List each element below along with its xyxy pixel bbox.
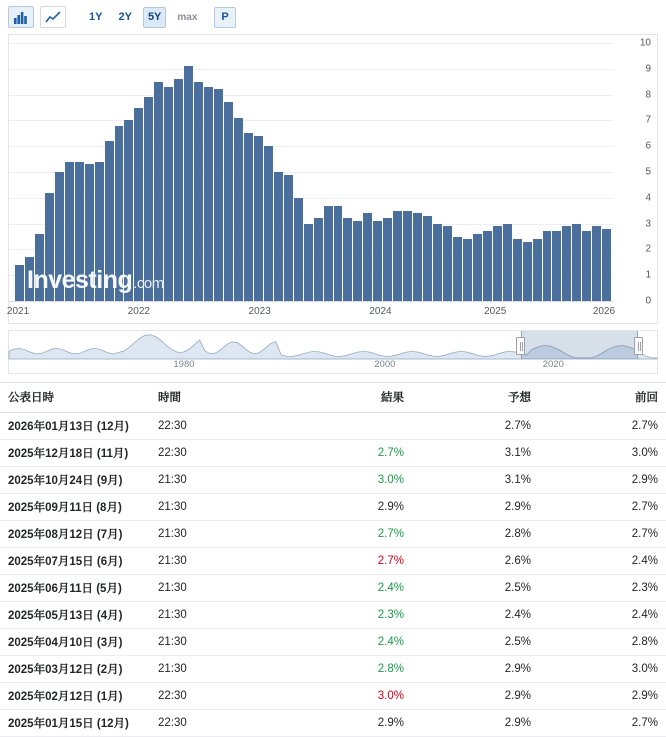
column-header-previous[interactable]: 前回 xyxy=(539,383,666,413)
cell-date: 2025年06月11日 (5月) xyxy=(0,575,150,602)
chart-bar[interactable] xyxy=(25,257,34,301)
range-5y[interactable]: 5Y xyxy=(143,7,166,28)
cell-time: 21:30 xyxy=(150,602,280,629)
cell-date: 2025年07月15日 (6月) xyxy=(0,548,150,575)
cell-actual xyxy=(280,413,412,440)
cell-forecast: 2.9% xyxy=(412,683,539,710)
chart-bar[interactable] xyxy=(543,231,552,301)
cell-previous: 2.4% xyxy=(539,548,666,575)
chart-bar[interactable] xyxy=(65,162,74,301)
cell-previous: 3.0% xyxy=(539,656,666,683)
table-row[interactable] xyxy=(0,629,666,656)
chart-bar[interactable] xyxy=(353,221,362,301)
chart-bar[interactable] xyxy=(154,82,163,301)
chart-bar[interactable] xyxy=(134,108,143,302)
cell-previous: 3.0% xyxy=(539,440,666,467)
cell-time: 21:30 xyxy=(150,548,280,575)
navigator-handle-right[interactable] xyxy=(634,337,643,355)
chart-bar[interactable] xyxy=(334,206,343,301)
chart-bar[interactable] xyxy=(244,133,253,301)
cell-previous: 2.8% xyxy=(539,629,666,656)
chart-bar[interactable] xyxy=(463,239,472,301)
cell-time: 21:30 xyxy=(150,494,280,521)
chart-bar[interactable] xyxy=(403,211,412,301)
main-chart xyxy=(8,34,658,324)
table-row[interactable] xyxy=(0,494,666,521)
percent-toggle-button[interactable]: P xyxy=(214,7,235,28)
chart-bar-series[interactable] xyxy=(15,43,611,301)
navigator-tick-label: 2020 xyxy=(542,359,564,370)
chart-bar[interactable] xyxy=(15,265,24,301)
cell-previous: 2.4% xyxy=(539,602,666,629)
chart-bar[interactable] xyxy=(393,211,402,301)
cell-previous: 2.7% xyxy=(539,521,666,548)
watermark-main-text: Investing xyxy=(27,266,133,294)
x-axis-tick-label: 2024 xyxy=(369,306,392,317)
y-axis-tick-label: 7 xyxy=(645,114,651,126)
chart-bar[interactable] xyxy=(264,146,273,301)
chart-bar[interactable] xyxy=(144,97,153,301)
chart-bar[interactable] xyxy=(304,224,313,301)
cell-time: 21:30 xyxy=(150,656,280,683)
cell-forecast: 2.7% xyxy=(412,413,539,440)
chart-x-axis xyxy=(6,301,616,323)
chart-bar[interactable] xyxy=(75,162,84,301)
cell-time: 21:30 xyxy=(150,629,280,656)
chart-bar[interactable] xyxy=(373,221,382,301)
cell-actual: 2.8% xyxy=(280,656,412,683)
cell-date: 2025年08月12日 (7月) xyxy=(0,521,150,548)
chart-bar[interactable] xyxy=(443,226,452,301)
chart-bar[interactable] xyxy=(473,234,482,301)
chart-bar[interactable] xyxy=(592,226,601,301)
table-row[interactable] xyxy=(0,602,666,629)
chart-bar[interactable] xyxy=(214,89,223,301)
chart-bar[interactable] xyxy=(274,172,283,301)
chart-y-axis xyxy=(613,37,657,307)
cell-forecast: 3.1% xyxy=(412,467,539,494)
table-header-row xyxy=(0,383,666,413)
chart-bar[interactable] xyxy=(254,136,263,301)
chart-bar[interactable] xyxy=(423,216,432,301)
cell-actual: 3.0% xyxy=(280,683,412,710)
cell-forecast: 3.1% xyxy=(412,440,539,467)
chart-bar[interactable] xyxy=(224,102,233,301)
chart-bar[interactable] xyxy=(383,218,392,301)
chart-bar[interactable] xyxy=(433,224,442,301)
x-axis-tick-label: 2026 xyxy=(592,306,616,317)
cell-previous: 2.9% xyxy=(539,467,666,494)
line-chart-icon[interactable] xyxy=(40,6,66,28)
cell-actual: 2.9% xyxy=(280,710,412,737)
chart-bar[interactable] xyxy=(164,87,173,301)
chart-bar[interactable] xyxy=(602,229,611,301)
cell-date: 2025年02月12日 (1月) xyxy=(0,683,150,710)
navigator-tick-label: 1980 xyxy=(173,359,195,370)
cell-previous: 2.3% xyxy=(539,575,666,602)
cell-actual: 2.7% xyxy=(280,548,412,575)
cell-actual: 2.4% xyxy=(280,575,412,602)
cell-time: 21:30 xyxy=(150,575,280,602)
cell-date: 2025年03月12日 (2月) xyxy=(0,656,150,683)
cell-date: 2025年05月13日 (4月) xyxy=(0,602,150,629)
x-axis-tick-label: 2025 xyxy=(484,306,507,317)
cell-date: 2025年12月18日 (11月) xyxy=(0,440,150,467)
column-header-date[interactable]: 公表日時 xyxy=(0,383,150,413)
chart-bar[interactable] xyxy=(582,231,591,301)
cell-date: 2025年01月15日 (12月) xyxy=(0,710,150,737)
range-1y[interactable]: 1Y xyxy=(84,7,107,28)
chart-bar[interactable] xyxy=(562,226,571,301)
cell-forecast: 2.4% xyxy=(412,602,539,629)
cell-time: 22:30 xyxy=(150,683,280,710)
chart-bar[interactable] xyxy=(324,206,333,301)
cell-forecast: 2.8% xyxy=(412,521,539,548)
chart-bar[interactable] xyxy=(503,224,512,301)
watermark-sub-text: .com xyxy=(133,275,164,292)
cell-forecast: 2.9% xyxy=(412,494,539,521)
cell-previous: 2.7% xyxy=(539,494,666,521)
cell-previous: 2.9% xyxy=(539,683,666,710)
cell-previous: 2.7% xyxy=(539,413,666,440)
chart-bar[interactable] xyxy=(124,120,133,301)
cell-date: 2025年09月11日 (8月) xyxy=(0,494,150,521)
navigator-handle-left[interactable] xyxy=(516,337,525,355)
chart-bar[interactable] xyxy=(105,141,114,301)
chart-bar[interactable] xyxy=(204,87,213,301)
y-axis-tick-label: 9 xyxy=(645,63,651,75)
table-row[interactable] xyxy=(0,548,666,575)
x-axis-tick-label: 2023 xyxy=(248,306,271,317)
cell-time: 22:30 xyxy=(150,440,280,467)
table-body xyxy=(0,413,666,737)
y-axis-tick-label: 3 xyxy=(645,218,651,230)
y-axis-tick-label: 6 xyxy=(645,140,651,152)
cell-date: 2026年01月13日 (12月) xyxy=(0,413,150,440)
navigator-axis-labels xyxy=(9,359,657,373)
chart-bar[interactable] xyxy=(483,231,492,301)
chart-bar[interactable] xyxy=(174,79,183,301)
cell-forecast: 2.9% xyxy=(412,656,539,683)
chart-bar[interactable] xyxy=(523,242,532,301)
chart-bar[interactable] xyxy=(294,198,303,301)
table-row[interactable] xyxy=(0,467,666,494)
table-row[interactable] xyxy=(0,575,666,602)
y-axis-tick-label: 0 xyxy=(645,295,651,307)
chart-bar[interactable] xyxy=(363,213,372,301)
chart-bar[interactable] xyxy=(115,126,124,301)
x-axis-tick-label: 2022 xyxy=(127,306,150,317)
cell-actual: 2.7% xyxy=(280,521,412,548)
table-row[interactable] xyxy=(0,413,666,440)
table-row[interactable] xyxy=(0,683,666,710)
cell-time: 22:30 xyxy=(150,413,280,440)
navigator-tick-label: 2000 xyxy=(374,359,396,370)
chart-bar[interactable] xyxy=(413,213,422,301)
chart-bar[interactable] xyxy=(194,82,203,301)
cell-date: 2025年10月24日 (9月) xyxy=(0,467,150,494)
range-2y[interactable]: 2Y xyxy=(113,7,136,28)
y-axis-tick-label: 2 xyxy=(645,243,651,255)
chart-bar[interactable] xyxy=(533,239,542,301)
cell-time: 21:30 xyxy=(150,521,280,548)
navigator-selection[interactable] xyxy=(521,331,638,359)
cell-forecast: 2.5% xyxy=(412,575,539,602)
release-history-table xyxy=(0,382,666,737)
chart-bar[interactable] xyxy=(55,172,64,301)
chart-bar[interactable] xyxy=(513,239,522,301)
cell-actual: 2.7% xyxy=(280,440,412,467)
chart-bar[interactable] xyxy=(453,237,462,302)
cell-actual: 2.4% xyxy=(280,629,412,656)
column-header-time[interactable]: 時間 xyxy=(150,383,280,413)
cell-actual: 3.0% xyxy=(280,467,412,494)
cell-forecast: 2.5% xyxy=(412,629,539,656)
chart-bar[interactable] xyxy=(234,118,243,301)
chart-bar[interactable] xyxy=(314,218,323,301)
cell-forecast: 2.9% xyxy=(412,710,539,737)
cell-actual: 2.9% xyxy=(280,494,412,521)
table-row[interactable] xyxy=(0,440,666,467)
cell-forecast: 2.6% xyxy=(412,548,539,575)
cell-actual: 2.3% xyxy=(280,602,412,629)
chart-bar[interactable] xyxy=(284,175,293,301)
cell-time: 21:30 xyxy=(150,467,280,494)
chart-bar[interactable] xyxy=(572,224,581,301)
range-max[interactable]: max xyxy=(172,7,202,28)
cell-time: 22:30 xyxy=(150,710,280,737)
y-axis-tick-label: 5 xyxy=(645,166,651,178)
y-axis-tick-label: 8 xyxy=(645,89,651,101)
chart-bar[interactable] xyxy=(552,231,561,301)
bar-chart-icon[interactable] xyxy=(8,6,34,28)
chart-bar[interactable] xyxy=(343,218,352,301)
chart-bar[interactable] xyxy=(493,226,502,301)
chart-bar[interactable] xyxy=(45,193,54,301)
y-axis-tick-label: 4 xyxy=(645,192,651,204)
column-header-actual[interactable]: 結果 xyxy=(280,383,412,413)
chart-toolbar xyxy=(0,0,666,34)
y-axis-tick-label: 1 xyxy=(645,269,651,281)
table-row[interactable] xyxy=(0,521,666,548)
cell-date: 2025年04月10日 (3月) xyxy=(0,629,150,656)
table-row[interactable] xyxy=(0,710,666,737)
chart-bar[interactable] xyxy=(35,234,44,301)
chart-navigator[interactable] xyxy=(8,330,658,374)
chart-plot-area xyxy=(9,43,613,301)
cell-previous: 2.7% xyxy=(539,710,666,737)
x-axis-tick-label: 2021 xyxy=(6,306,30,317)
table-row[interactable] xyxy=(0,656,666,683)
chart-bar[interactable] xyxy=(95,162,104,301)
chart-bar[interactable] xyxy=(184,66,193,301)
column-header-forecast[interactable]: 予想 xyxy=(412,383,539,413)
y-axis-tick-label: 10 xyxy=(639,37,651,49)
chart-bar[interactable] xyxy=(85,164,94,301)
